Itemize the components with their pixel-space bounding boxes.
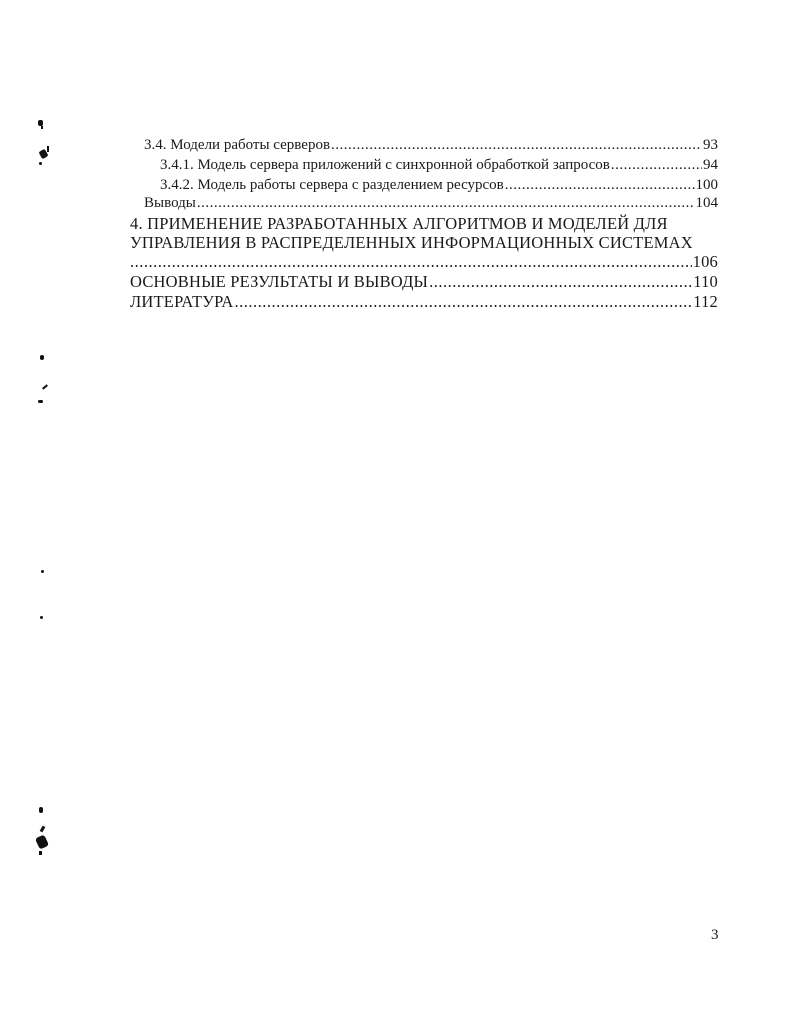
- toc-entry-page: 100: [695, 177, 718, 193]
- toc-chapter-4-line-1: 4. ПРИМЕНЕНИЕ РАЗРАБОТАННЫХ АЛГОРИТМОВ И МОДЕЛЕЙ ДЛЯ: [130, 214, 668, 233]
- toc-entry-results: [130, 272, 718, 292]
- dot-leader: [130, 252, 692, 272]
- toc-entry-3-4-1: [160, 157, 718, 174]
- toc-entry-page: 94: [703, 157, 718, 173]
- dot-leader: [331, 137, 702, 154]
- scan-speck: [39, 851, 42, 855]
- dot-leader: [197, 195, 695, 212]
- scan-speck: [38, 400, 43, 403]
- toc-entry-title: 3.4.2. Модель работы сервера с разделением ресурсов: [160, 177, 504, 193]
- toc-entry-title: ЛИТЕРАТУРА: [130, 292, 234, 311]
- scan-speck: [41, 570, 44, 573]
- toc-entry-title: 3.4. Модели работы серверов: [144, 137, 331, 153]
- scan-speck: [39, 807, 43, 813]
- toc-chapter-4-line-2: УПРАВЛЕНИЯ В РАСПРЕДЕЛЕННЫХ ИНФОРМАЦИОННЫХ СИСТЕМАХ: [130, 233, 693, 252]
- toc-entry-page: 93: [703, 137, 718, 153]
- toc-entry-title: ОСНОВНЫЕ РЕЗУЛЬТАТЫ И ВЫВОДЫ: [130, 272, 429, 291]
- toc-entry-literature: [130, 292, 718, 312]
- page-number: 3: [711, 927, 719, 943]
- dot-leader: [429, 272, 692, 292]
- dot-leader: [235, 292, 693, 312]
- toc-chapter-4-leader-line: [130, 252, 718, 272]
- toc-entry-page: 112: [693, 292, 718, 311]
- toc-entry-3-4-2: [160, 177, 718, 194]
- toc-entry-page: 110: [693, 272, 718, 291]
- toc-entry-page: 106: [692, 252, 718, 271]
- toc-entry-conclusions: [144, 195, 718, 212]
- toc-entry-3-4: [144, 137, 718, 154]
- toc-entry-title: Выводы: [144, 195, 196, 211]
- toc-entry-page: 104: [695, 195, 718, 211]
- scan-speck: [47, 146, 49, 152]
- scan-speck: [39, 162, 42, 165]
- scan-speck: [40, 616, 43, 619]
- scan-speck: [40, 355, 44, 360]
- dot-leader: [505, 177, 695, 194]
- toc-entry-title: 3.4.1. Модель сервера приложений с синхронной обработкой запросов: [160, 157, 610, 173]
- dot-leader: [611, 157, 702, 174]
- scan-speck: [41, 126, 43, 129]
